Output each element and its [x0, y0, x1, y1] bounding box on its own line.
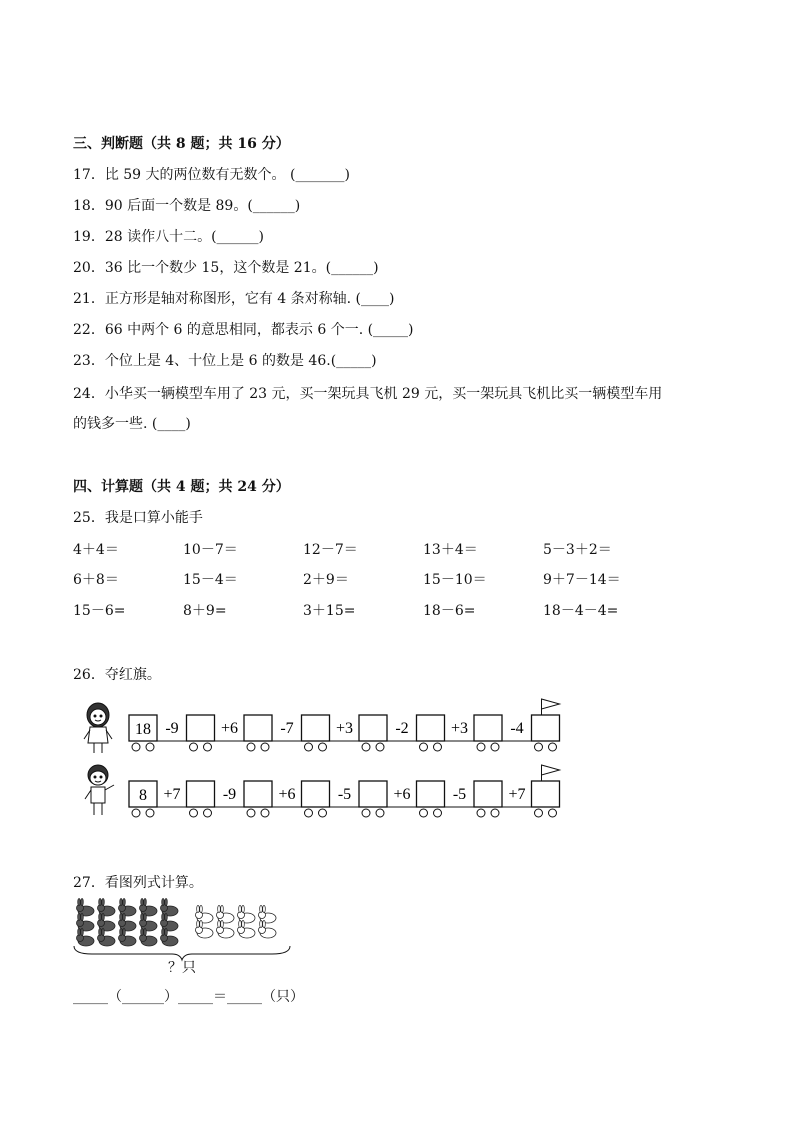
- operation-label: -5: [452, 786, 467, 803]
- wheel: [319, 743, 327, 751]
- operation-label: +3: [335, 720, 354, 737]
- brace-label: ？只: [168, 960, 196, 976]
- wheel: [376, 809, 384, 817]
- wheel: [420, 743, 428, 751]
- wheel: [305, 743, 313, 751]
- train-car-box[interactable]: [359, 781, 387, 807]
- flag-icon: [542, 699, 560, 709]
- wheel: [535, 743, 543, 751]
- train-car-box[interactable]: [417, 781, 445, 807]
- boy-icon: [85, 765, 114, 815]
- wheel: [477, 809, 485, 817]
- operation-label: -2: [395, 720, 409, 737]
- train-car-box[interactable]: [244, 781, 272, 807]
- operation-label: +6: [220, 720, 239, 737]
- train-car-box[interactable]: [532, 715, 560, 741]
- train-car-box[interactable]: [302, 715, 330, 741]
- wheel: [420, 809, 428, 817]
- calc-item: 18－6=: [423, 603, 476, 619]
- calc-item: 9＋7－14＝: [543, 572, 621, 588]
- wheel: [477, 743, 485, 751]
- wheel: [491, 809, 499, 817]
- wheel: [132, 809, 140, 817]
- question-17: 17．比 59 大的两位数有无数个。 (_______): [73, 167, 350, 183]
- train-car-box[interactable]: [187, 715, 215, 741]
- operation-label: -5: [337, 786, 352, 803]
- train-car-box[interactable]: [532, 781, 560, 807]
- calc-item: 15－4＝: [183, 572, 238, 588]
- question-27-answer: _____（______）_____＝_____（只）: [73, 989, 304, 1005]
- wheel: [434, 809, 442, 817]
- question-26-title: 26．夺红旗。: [73, 667, 161, 683]
- question-24-line2: 的钱多一些. (____): [73, 416, 191, 432]
- wheel: [146, 809, 154, 817]
- section4-title: 四、计算题（共 4 题；共 24 分）: [73, 479, 290, 495]
- wheel: [247, 809, 255, 817]
- operation-label: +3: [450, 720, 469, 737]
- train-car-box[interactable]: [187, 781, 215, 807]
- section3-title: 三、判断题（共 8 题；共 16 分）: [73, 136, 290, 152]
- question-27-title: 27．看图列式计算。: [73, 875, 203, 891]
- red-flag-train-diagram: [78, 695, 578, 827]
- calc-item: 4＋4＝: [73, 542, 119, 558]
- wheel: [491, 743, 499, 751]
- question-18: 18．90 后面一个数是 89。(______): [73, 198, 301, 214]
- train-car-box[interactable]: [474, 715, 502, 741]
- question-25-title: 25．我是口算小能手: [73, 510, 203, 526]
- wheel: [204, 743, 212, 751]
- question-20: 20．36 比一个数少 15，这个数是 21。(______): [73, 260, 379, 276]
- question-22: 22．66 中两个 6 的意思相同，都表示 6 个一. (_____): [73, 322, 414, 338]
- calc-item: 3＋15=: [303, 603, 356, 619]
- operation-label: -7: [280, 720, 294, 737]
- wheel: [535, 809, 543, 817]
- operation-label: +6: [393, 786, 411, 803]
- train-car-box[interactable]: [417, 715, 445, 741]
- question-23: 23．个位上是 4、十位上是 6 的数是 46.(_____): [73, 353, 377, 369]
- wheel: [376, 743, 384, 751]
- start-number: 18: [135, 721, 151, 738]
- calc-item: 2＋9＝: [303, 572, 349, 588]
- wheel: [362, 809, 370, 817]
- wheel: [261, 809, 269, 817]
- wheel: [434, 743, 442, 751]
- wheel: [132, 743, 140, 751]
- calc-item: 15－10＝: [423, 572, 487, 588]
- wheel: [190, 809, 198, 817]
- operation-label: -9: [222, 786, 237, 803]
- calc-item: 6＋8＝: [73, 572, 119, 588]
- operation-label: +7: [508, 786, 526, 803]
- wheel: [319, 809, 327, 817]
- wheel: [146, 743, 154, 751]
- train-car-box[interactable]: [474, 781, 502, 807]
- question-24-line1: 24．小华买一辆模型车用了 23 元，买一架玩具飞机 29 元，买一架玩具飞机比买一辆模型车用: [73, 386, 663, 402]
- start-number: 8: [139, 787, 147, 804]
- train-car-box[interactable]: [359, 715, 387, 741]
- calc-item: 10－7＝: [183, 542, 238, 558]
- train-car-box[interactable]: [244, 715, 272, 741]
- operation-label: -4: [510, 720, 524, 737]
- question-19: 19．28 读作八十二。(______): [73, 229, 265, 245]
- calc-item: 8＋9=: [183, 603, 227, 619]
- operation-label: +6: [278, 786, 296, 803]
- wheel: [549, 809, 557, 817]
- calc-item: 18－4－4=: [543, 603, 619, 619]
- wheel: [362, 743, 370, 751]
- calc-item: 5－3＋2＝: [543, 542, 612, 558]
- wheel: [247, 743, 255, 751]
- operation-label: -9: [165, 720, 179, 737]
- calc-item: 13＋4＝: [423, 542, 478, 558]
- question-21: 21．正方形是轴对称图形，它有 4 条对称轴. (____): [73, 291, 395, 307]
- wheel: [305, 809, 313, 817]
- operation-label: +7: [163, 786, 181, 803]
- calc-item: 12－7＝: [303, 542, 358, 558]
- train-car-box[interactable]: [302, 781, 330, 807]
- flag-icon: [542, 765, 560, 775]
- wheel: [549, 743, 557, 751]
- wheel: [190, 743, 198, 751]
- girl-icon: [84, 703, 112, 753]
- calc-item: 15－6=: [73, 603, 126, 619]
- wheel: [204, 809, 212, 817]
- wheel: [261, 743, 269, 751]
